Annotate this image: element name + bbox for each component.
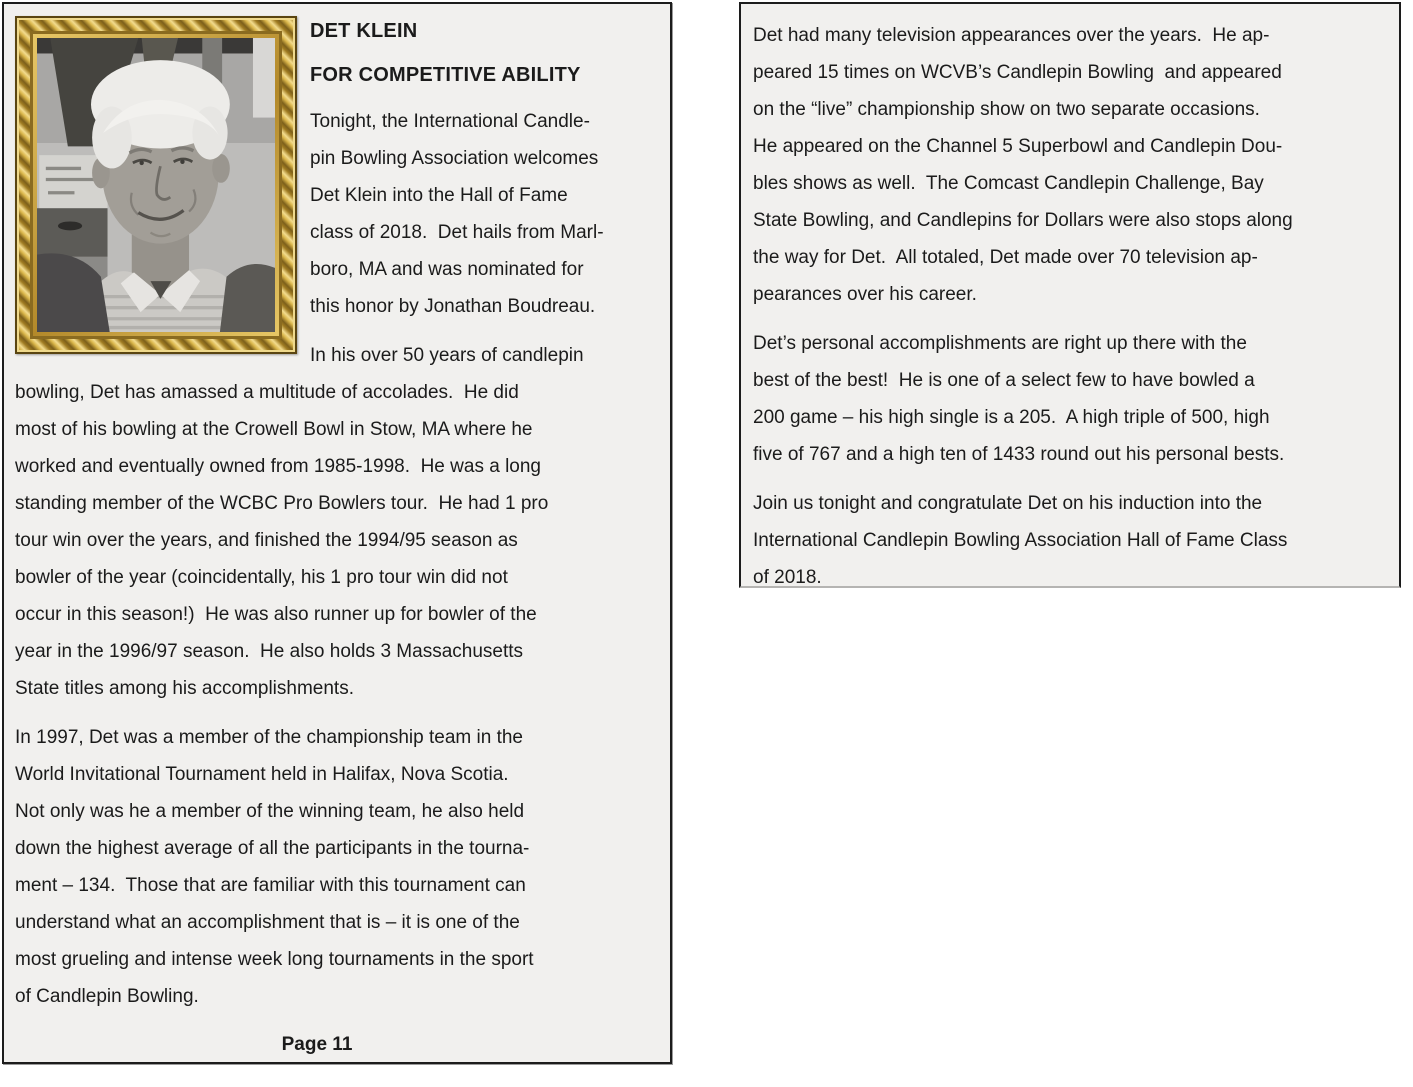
text-line: bles shows as well. The Comcast Candlepin Challenge, Bay <box>753 173 1264 194</box>
text-line: most of his bowling at the Crowell Bowl in Stow, MA where he <box>15 419 533 440</box>
text-line: Not only was he a member of the winning team, he also held <box>15 801 525 822</box>
text-line: pearances over his career. <box>753 284 977 305</box>
text-line: bowler of the year (coincidentally, his 1 pro tour win did not <box>15 567 508 588</box>
text-line: five of 767 and a high ten of 1433 round out his personal bests. <box>753 444 1285 465</box>
text-line: Det’s personal accomplishments are right up there with the <box>753 333 1247 354</box>
page-number: Page 11 <box>281 1034 353 1055</box>
text-line: on the “live” championship show on two separate occasions. <box>753 99 1260 120</box>
text-line: Det had many television appearances over the years. He ap- <box>753 25 1270 46</box>
text-line: understand what an accomplishment that is – it is one of the <box>15 912 520 933</box>
text-line: year in the 1996/97 season. He also holds 3 Massachusetts <box>15 641 524 662</box>
text-line: most grueling and intense week long tournaments in the sport <box>15 949 534 970</box>
text-line: peared 15 times on WCVB’s Candlepin Bowling and appeared <box>753 62 1282 83</box>
paragraph-television <box>753 17 1387 313</box>
portrait-photo <box>37 38 275 332</box>
text-line: of Candlepin Bowling. <box>15 986 199 1007</box>
text-line: Det Klein into the Hall of Fame <box>310 185 568 206</box>
text-line: 200 game – his high single is a 205. A high triple of 500, high <box>753 407 1270 428</box>
text-line: of 2018. <box>753 567 822 588</box>
portrait-mat <box>30 31 282 339</box>
text-line: worked and eventually owned from 1985-1998. He was a long <box>15 456 541 477</box>
text-line: International Candlepin Bowling Association Hall of Fame Class <box>753 530 1288 551</box>
text-line: best of the best! He is one of a select few to have bowled a <box>753 370 1255 391</box>
text-line: Join us tonight and congratulate Det on his induction into the <box>753 493 1263 514</box>
text-line: the way for Det. All totaled, Det made over 70 television ap- <box>753 247 1258 268</box>
paragraph-personal-bests <box>753 325 1387 473</box>
text-line: State Bowling, and Candlepins for Dollars were also stops along <box>753 210 1293 231</box>
text-line: tour win over the years, and finished the 1994/95 season as <box>15 530 518 551</box>
text-line: He appeared on the Channel 5 Superbowl and Candlepin Dou- <box>753 136 1283 157</box>
text-line: this honor by Jonathan Boudreau. <box>310 296 596 317</box>
induction-category-subtitle: FOR COMPETITIVE ABILITY <box>310 64 581 86</box>
paragraph-accolades <box>15 337 659 707</box>
portrait-frame <box>15 16 297 354</box>
text-line: World Invitational Tournament held in Halifax, Nova Scotia. <box>15 764 509 785</box>
left-text-box <box>2 2 672 1064</box>
text-line: State titles among his accomplishments. <box>15 678 354 699</box>
text-line: pin Bowling Association welcomes <box>310 148 599 169</box>
text-line: occur in this season!) He was also runner up for bowler of the <box>15 604 537 625</box>
text-line: In his over 50 years of candlepin <box>310 345 584 366</box>
text-line: In 1997, Det was a member of the championship team in the <box>15 727 523 748</box>
text-line: Tonight, the International Candle- <box>310 111 590 132</box>
right-text-box <box>739 2 1401 588</box>
paragraph-congratulations <box>753 485 1387 596</box>
text-line: down the highest average of all the participants in the tourna- <box>15 838 530 859</box>
inductee-name-title: DET KLEIN <box>310 20 418 42</box>
text-line: boro, MA and was nominated for <box>310 259 584 280</box>
text-line: ment – 134. Those that are familiar with this tournament can <box>15 875 526 896</box>
paragraph-world-tournament <box>15 719 659 1015</box>
text-line: standing member of the WCBC Pro Bowlers tour. He had 1 pro <box>15 493 549 514</box>
text-line: bowling, Det has amassed a multitude of accolades. He did <box>15 382 519 403</box>
text-line: class of 2018. Det hails from Marl- <box>310 222 604 243</box>
